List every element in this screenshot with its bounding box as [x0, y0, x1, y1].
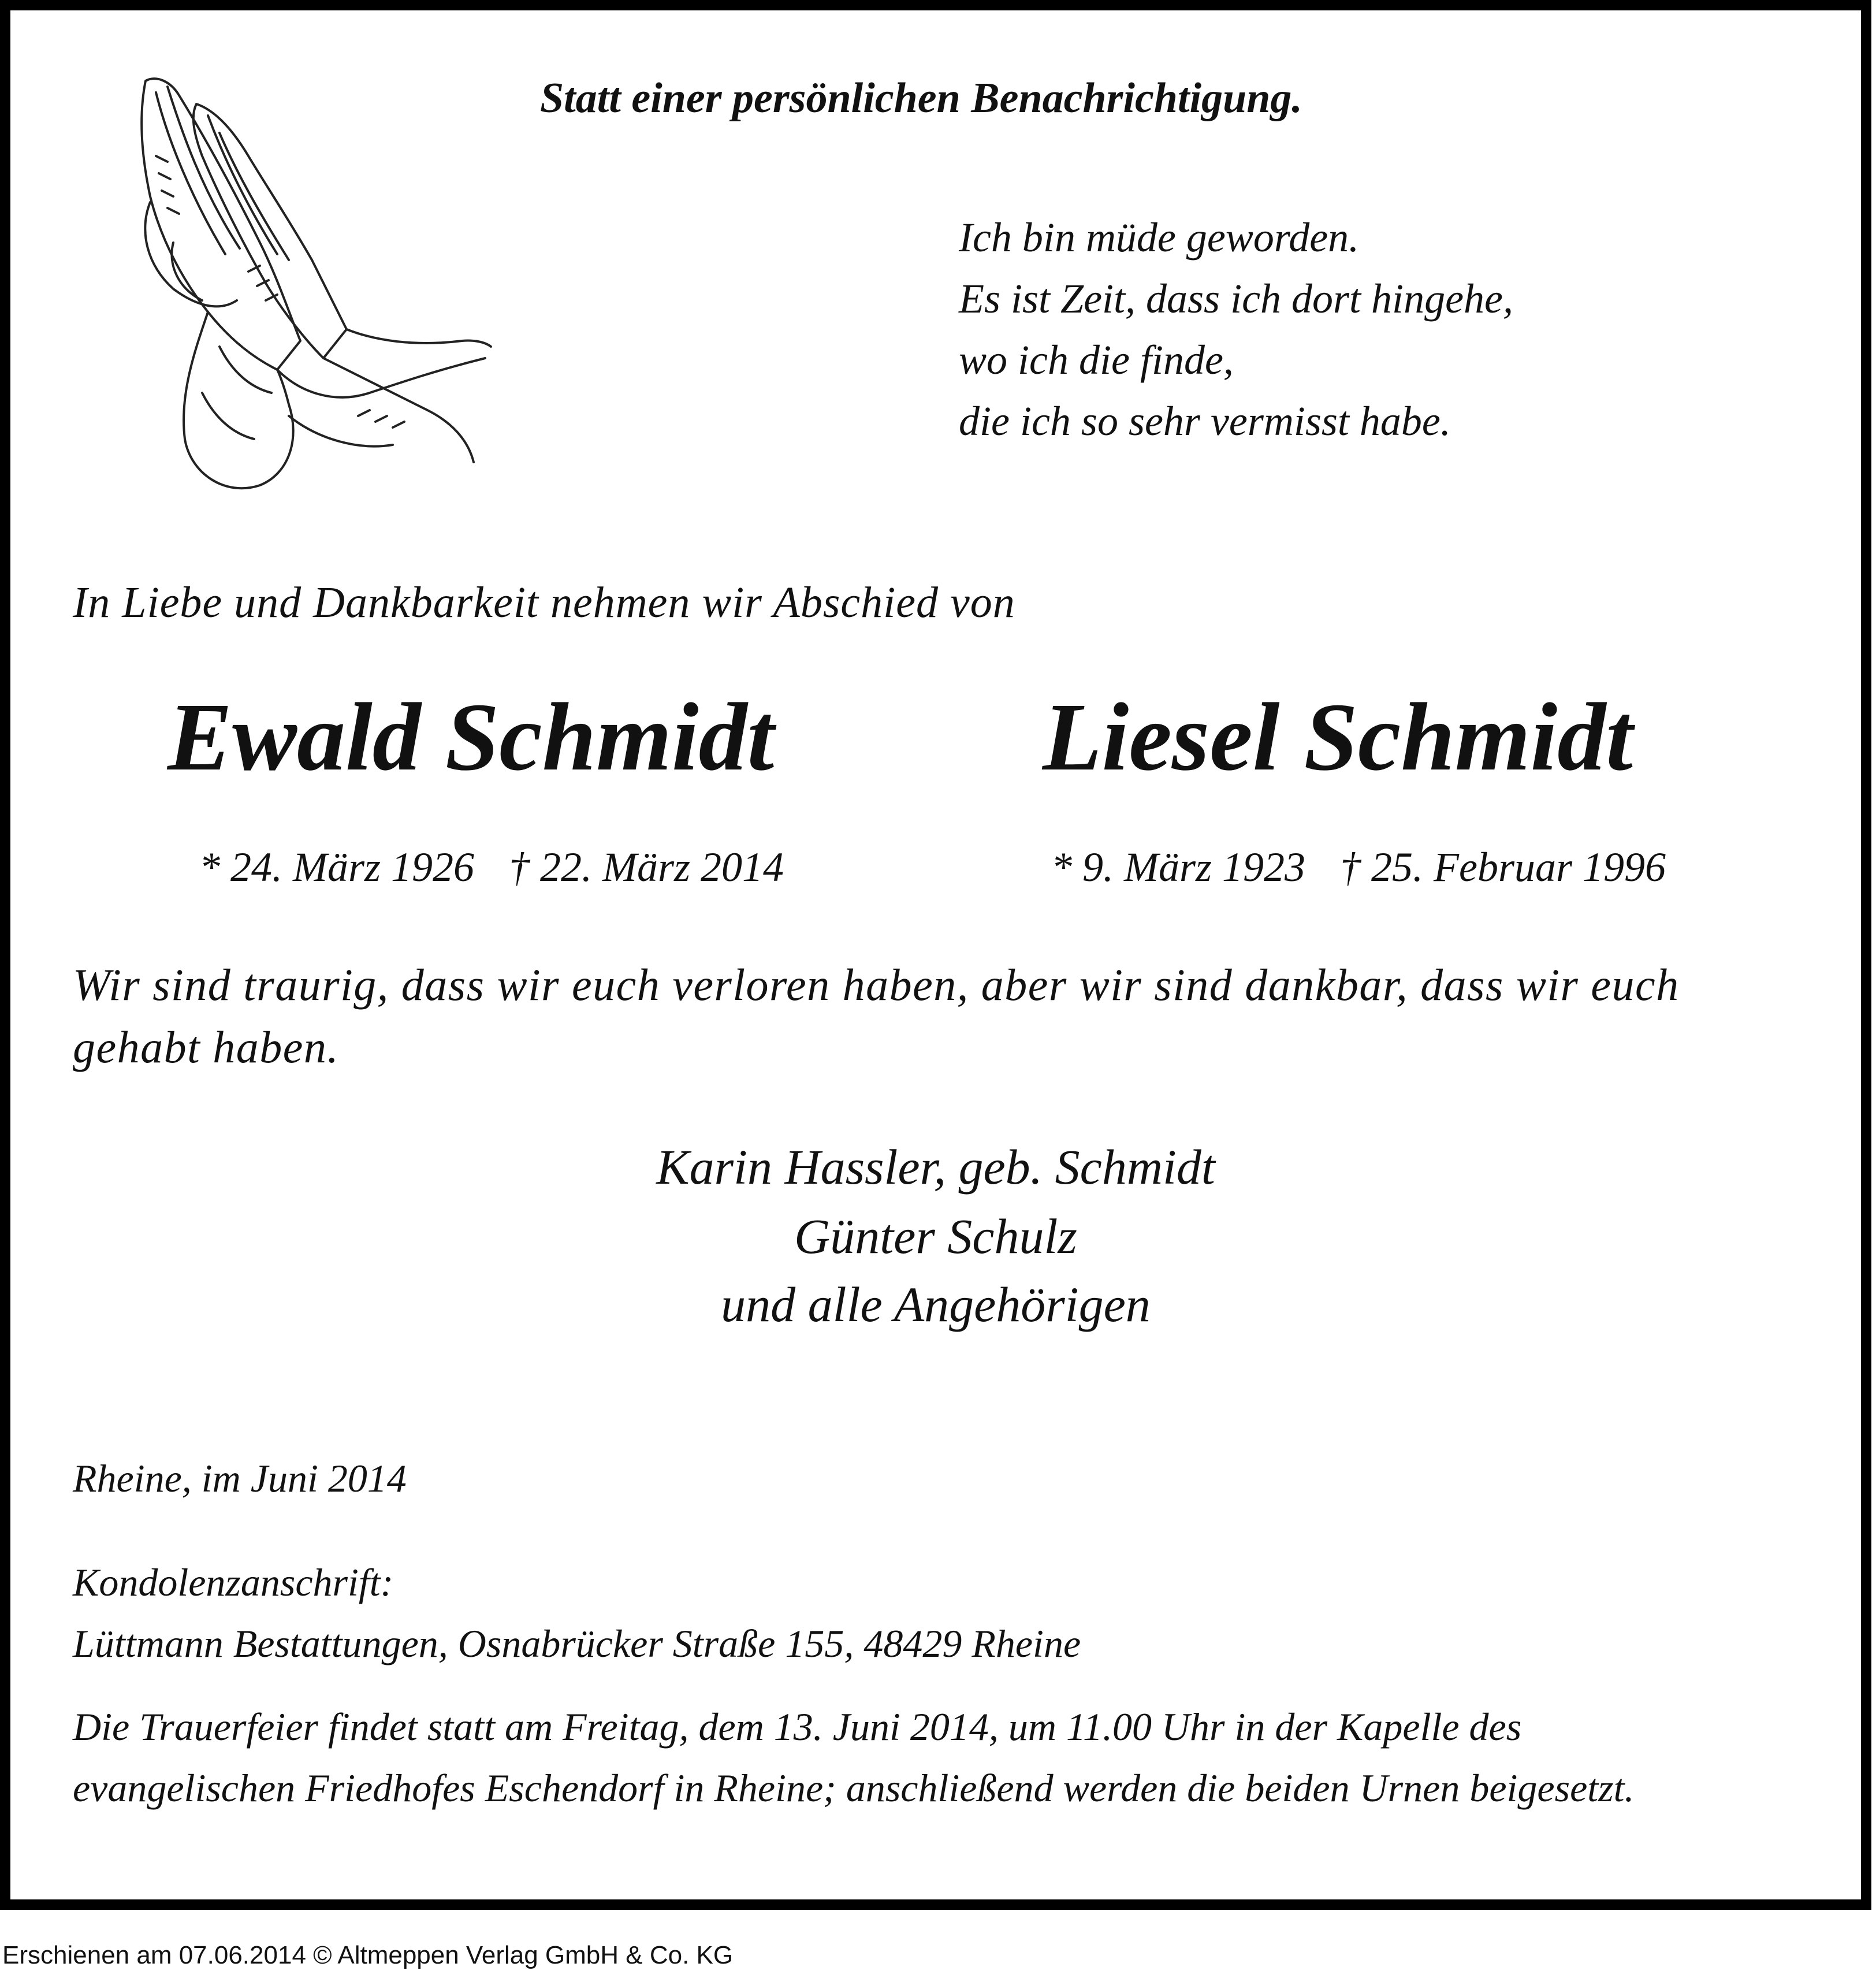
deceased-dates-2 — [1051, 843, 1666, 891]
poem-line-2: Es ist Zeit, dass ich dort hingehe, — [959, 276, 1513, 322]
praying-hands-icon — [116, 69, 508, 520]
deceased-name-1: Ewald Schmidt — [168, 683, 775, 791]
poem-line-4: die ich so sehr vermisst habe. — [959, 398, 1451, 444]
place-date: Rheine, im Juni 2014 — [73, 1456, 407, 1500]
poem-line-1: Ich bin müde geworden. — [959, 214, 1360, 261]
intro-text: In Liebe und Dankbarkeit nehmen wir Abschied von — [73, 578, 1015, 627]
statement-line-2: gehabt haben. — [73, 1022, 340, 1072]
birth-date: * 24. März 1926 — [199, 844, 475, 890]
death-date: † 22. März 2014 — [509, 844, 784, 890]
birth-date: * 9. März 1923 — [1051, 844, 1306, 890]
deceased-name-2: Liesel Schmidt — [1043, 683, 1633, 791]
condolence-address: Lüttmann Bestattungen, Osnabrücker Straße 155, 48429 Rheine — [73, 1622, 1081, 1665]
ceremony-line-1: Die Trauerfeier findet statt am Freitag, dem 13. Juni 2014, um 11.00 Uhr in der Kapelle des — [73, 1705, 1522, 1749]
mourner-1: Karin Hassler, geb. Schmidt — [656, 1139, 1215, 1195]
notice-header: Statt einer persönlichen Benachrichtigung. — [540, 75, 1302, 122]
publication-footer: Erschienen am 07.06.2014 © Altmeppen Verlag GmbH & Co. KG — [2, 1941, 734, 1969]
statement-line-1: Wir sind traurig, dass wir euch verloren haben, aber wir sind dankbar, dass wir euch — [73, 960, 1680, 1010]
deceased-dates-1 — [199, 843, 784, 891]
mourner-2: Günter Schulz — [794, 1209, 1077, 1264]
death-date: † 25. Februar 1996 — [1340, 844, 1666, 890]
ceremony-line-2: evangelischen Friedhofes Eschendorf in Rheine; anschließend werden die beiden Urnen beigesetzt. — [73, 1766, 1635, 1810]
poem-line-3: wo ich die finde, — [959, 337, 1234, 383]
condolence-label: Kondolenzanschrift: — [73, 1560, 394, 1604]
mourner-3: und alle Angehörigen — [721, 1277, 1151, 1332]
